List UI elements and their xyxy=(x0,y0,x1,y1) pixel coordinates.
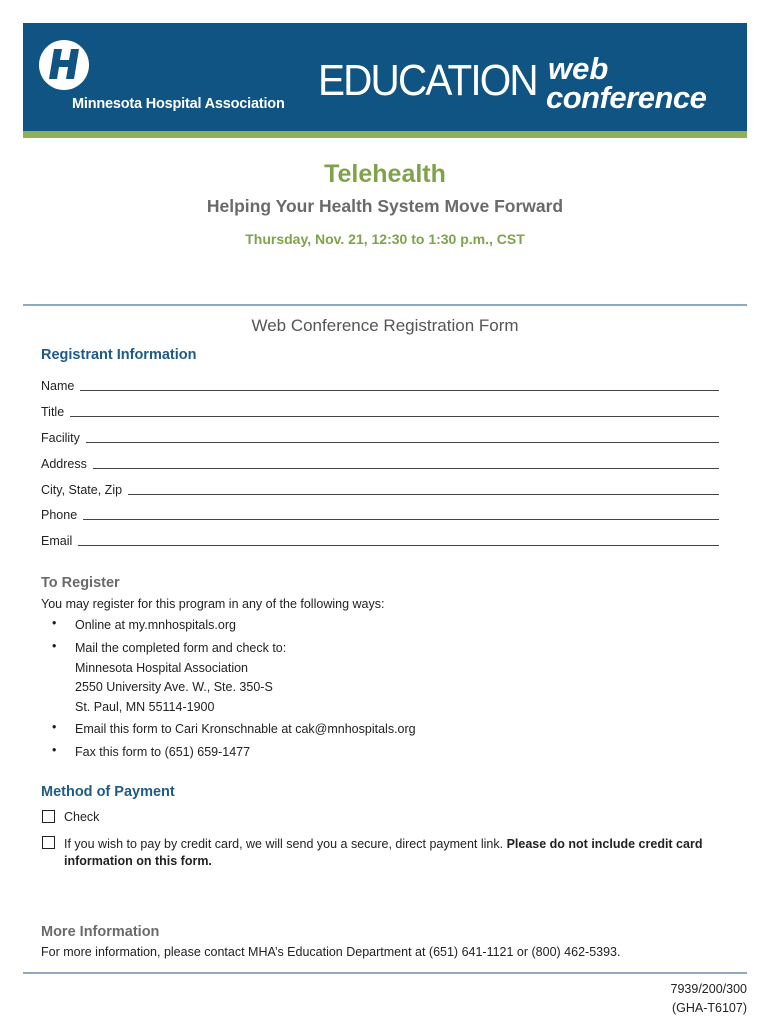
field-label: Name xyxy=(41,379,75,393)
email-field[interactable] xyxy=(41,528,719,548)
event-datetime: Thursday, Nov. 21, 12:30 to 1:30 p.m., CST xyxy=(245,231,525,247)
register-intro: You may register for this program in any of the following ways: xyxy=(41,597,385,611)
education-wordmark: EDUCATION xyxy=(318,56,537,105)
web-wordmark: web xyxy=(548,51,609,86)
event-title: Telehealth xyxy=(324,160,446,188)
register-email: Email this form to Cari Kronschnable at cak@mnhospitals.org xyxy=(75,722,416,736)
mha-h-logo-icon xyxy=(38,39,90,91)
field-line[interactable] xyxy=(80,378,719,391)
city-state-zip-field[interactable] xyxy=(41,477,719,497)
field-line[interactable] xyxy=(70,404,719,417)
payment-heading: Method of Payment xyxy=(41,784,175,800)
more-info-text: For more information, please contact MHA’s Education Department at (651) 641-1121 or (800) 462-5393. xyxy=(41,945,621,959)
mail-line: St. Paul, MN 55114-1900 xyxy=(75,699,215,714)
address-field[interactable] xyxy=(41,451,719,471)
divider-top xyxy=(23,304,747,306)
field-label: City, State, Zip xyxy=(41,483,123,497)
more-info-heading: More Information xyxy=(41,924,160,940)
mail-line: Minnesota Hospital Association xyxy=(75,660,249,675)
field-line[interactable] xyxy=(128,482,719,495)
form-heading: Web Conference Registration Form xyxy=(251,316,519,335)
form-code: 7939/200/300 xyxy=(670,982,747,996)
field-label: Phone xyxy=(41,508,78,522)
credit-card-note xyxy=(64,836,734,870)
field-label: Email xyxy=(41,534,73,548)
register-heading: To Register xyxy=(41,575,120,591)
field-line[interactable] xyxy=(78,533,719,546)
field-label: Facility xyxy=(41,431,80,445)
mail-line: 2550 University Ave. W., Ste. 350-S xyxy=(75,680,273,694)
form-code-secondary: (GHA-T6107) xyxy=(671,1001,747,1015)
register-mail-address xyxy=(75,639,286,717)
registrant-heading: Registrant Information xyxy=(41,347,197,363)
bullet: • xyxy=(52,639,57,653)
bullet: • xyxy=(52,743,57,757)
name-field[interactable] xyxy=(41,373,719,393)
bullet: • xyxy=(52,616,57,630)
header-stripe xyxy=(23,131,747,138)
facility-field[interactable] xyxy=(41,425,719,445)
register-fax: Fax this form to (651) 659-1477 xyxy=(75,745,251,759)
field-label: Address xyxy=(41,457,87,471)
field-label: Title xyxy=(41,405,65,419)
credit-card-checkbox[interactable] xyxy=(42,836,55,849)
conference-wordmark: conference xyxy=(546,80,707,115)
credit-card-warning: Please do not include credit card information on this form. xyxy=(64,837,703,868)
check-label: Check xyxy=(64,810,100,824)
credit-card-text: If you wish to pay by credit card, we will send you a secure, direct payment link. xyxy=(64,837,504,851)
title-field[interactable] xyxy=(41,399,719,419)
divider-bottom xyxy=(23,972,747,974)
field-line[interactable] xyxy=(83,507,719,520)
field-line[interactable] xyxy=(93,456,719,469)
org-name: Minnesota Hospital Association xyxy=(72,96,285,112)
field-line[interactable] xyxy=(86,430,719,443)
check-checkbox[interactable] xyxy=(42,810,55,823)
event-subtitle: Helping Your Health System Move Forward xyxy=(206,196,564,216)
register-online: Online at my.mnhospitals.org xyxy=(75,618,236,632)
bullet: • xyxy=(52,720,57,734)
mail-line: Mail the completed form and check to: xyxy=(75,641,287,655)
phone-field[interactable] xyxy=(41,502,719,522)
